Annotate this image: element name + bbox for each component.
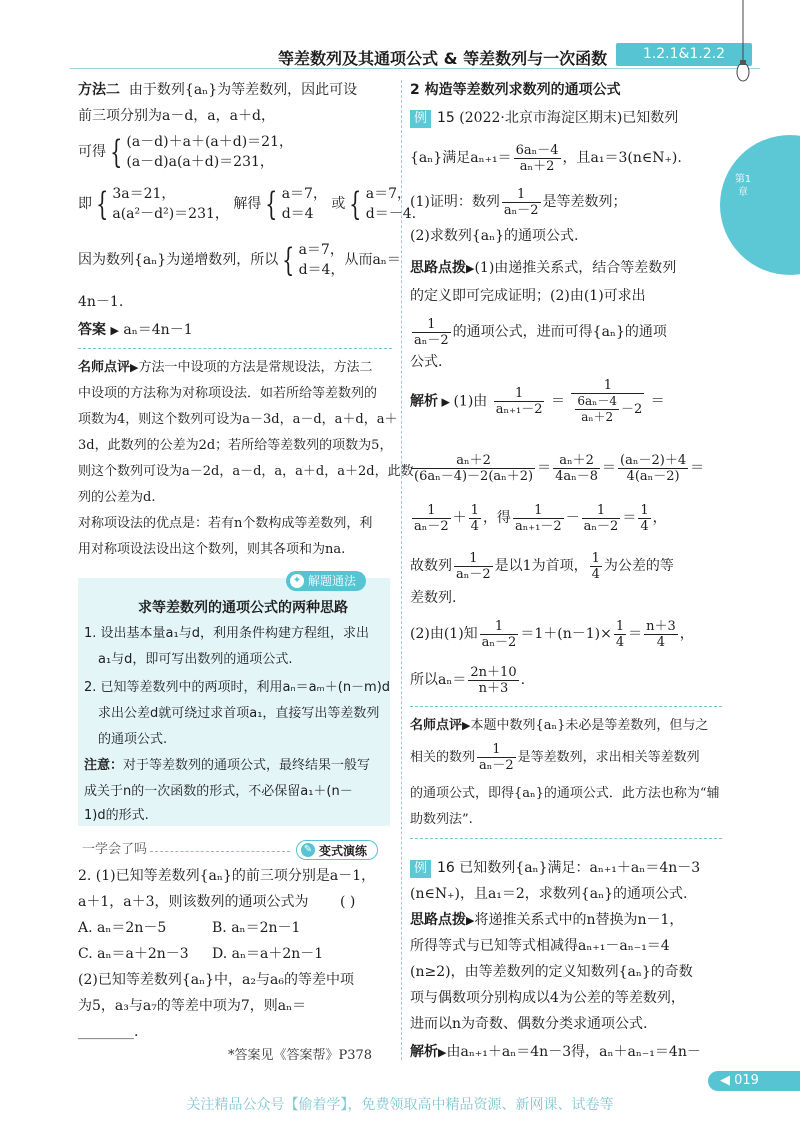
comment-line2: 中设项的方法称为对称项设法．如若所给等差数列的 bbox=[78, 386, 378, 401]
chapter-label: 第1章 bbox=[734, 174, 752, 198]
solution-line6: (2)由(1)知 $\frac{1}{\text{aₙ－2}}$ ＝1＋(n－1)× $\frac{1}{4}$ ＝ $\frac{n+3}{4}$ ， bbox=[410, 618, 694, 650]
method-badge: ✦ 解题通法 bbox=[286, 571, 366, 591]
example15-q1: (1)证明：数列 $\frac{1}{\text{aₙ－2}}$ 是等差数列； bbox=[410, 186, 627, 218]
comment2-line1: 名师点评▶本题中数列{aₙ}未必是等差数列，但与之 bbox=[410, 718, 709, 733]
method-title: 求等差数列的通项公式的两种思路 bbox=[138, 600, 348, 616]
hint2-line5: 进而以n为奇数、偶数分类求通项公式. bbox=[410, 1016, 648, 1032]
comment-line1: 名师点评▶方法一中设项的方法是常规设法，方法二 bbox=[78, 360, 373, 375]
question2-2-line1: (2)已知等差数列{aₙ}中，a₂与a₆的等差中项 bbox=[78, 972, 354, 988]
header-title: 等差数列及其通项公式 & 等差数列与一次函数 bbox=[278, 49, 608, 68]
example16-line1: 例 16 已知数列{aₙ}满足：aₙ₊₁＋aₙ＝4n－3 bbox=[410, 858, 700, 878]
method-note-line3: 1)d的形式. bbox=[84, 808, 149, 823]
answer-blank: ________. bbox=[78, 1024, 139, 1040]
hint-line1: 思路点拨▶(1)由递推关系式，结合等差数列 bbox=[410, 260, 677, 276]
solution-line5: 差数列. bbox=[410, 590, 457, 606]
footer-note: 关注精品公众号【偷着学】，免费领取高中精品资源、新网课、试卷等 bbox=[186, 1097, 614, 1113]
method-item-1-line2: a₁与d，即可写出数列的通项公式. bbox=[98, 652, 293, 667]
comment2-divider bbox=[410, 838, 722, 839]
solution-line7: 所以aₙ＝ $\frac{2n+10}{n+3}$ . bbox=[410, 664, 526, 696]
option-c: C. aₙ＝a＋2n－3 bbox=[78, 946, 189, 962]
hint2-line1: 思路点拨▶将递推关系式中的n替换为n－1， bbox=[410, 912, 684, 928]
comment-line6: 列的公差为d. bbox=[78, 490, 156, 505]
hint-line2: 的定义即可完成证明；(2)由(1)可求出 bbox=[410, 288, 646, 304]
example15-line1: 例 15 (2022·北京市海淀区期末)已知数列 bbox=[410, 108, 678, 128]
practice-badge: ✎ 变式演练 bbox=[296, 840, 378, 860]
chapter-side-tab bbox=[720, 135, 800, 275]
learn-label: 一学会了吗 bbox=[82, 842, 148, 857]
example-tag: 例 bbox=[410, 110, 431, 128]
equation-system-3: 因为数列{aₙ}为递增数列，所以 { a＝7， d＝4， 从而aₙ＝ bbox=[78, 241, 401, 279]
comment-line3: 项数为4，则这个数列可设为a－3d，a－d，a＋d，a＋ bbox=[78, 412, 398, 427]
question2-line2: a＋1，a＋3，则该数列的通项公式为 bbox=[78, 894, 309, 910]
equation-system-2: 即 { 3a＝21， a(a²－d²)＝231， 解得 { a＝7， d＝4 或 { a＝7， d＝－4. bbox=[78, 185, 417, 223]
method-note-line1: 注意：对于等差数列的通项公式，最终结果一般写 bbox=[84, 758, 371, 773]
page-header bbox=[0, 0, 800, 68]
equation-system-1: 可得 { (a－d)＋a＋(a＋d)＝21， (a－d)a(a＋d)＝231， bbox=[78, 133, 293, 171]
method2-line2: 前三项分别为a－d，a，a＋d， bbox=[78, 108, 275, 124]
method-note-line2: 成关于n的一次函数的形式，不必保留a₁＋(n－ bbox=[84, 784, 353, 799]
comment2-line2: 相关的数列 $\frac{1}{\text{aₙ－2}}$ 是等差数列，求出相关等差数列 bbox=[410, 742, 700, 773]
comment-line5: 则这个数列可设为a－2d，a－d，a，a＋d，a＋2d，此数 bbox=[78, 464, 414, 479]
equation-result: 4n－1. bbox=[78, 294, 124, 310]
comment-line7: 对称项设法的优点是：若有n个数构成等差数列，利 bbox=[78, 516, 373, 531]
example15-line2: {aₙ}满足aₙ₊₁＝ $\frac{\text{6aₙ－4}}{\text{aₙ＋2}}$ ，且a₁＝3(n∈N₊). bbox=[410, 142, 682, 174]
column-divider bbox=[401, 80, 402, 1060]
example-tag: 例 bbox=[410, 860, 431, 878]
comment2-line3: 的通项公式，即得{aₙ}的通项公式．此方法也称为“辅 bbox=[410, 786, 720, 801]
solution-line3: $\frac{1}{\text{aₙ－2}}$ ＋ $\frac{1}{4}$ ，得 $\frac{1}{\text{aₙ₊₁－2}}$ － $\frac{1}{\text{aₙ－2}}$ ＝ $\frac{1}{4}$ ， bbox=[414, 502, 667, 534]
answer-line: 答案 ▶ aₙ＝4n－1 bbox=[78, 322, 193, 338]
solution-line4: 故数列 $\frac{1}{\text{aₙ－2}}$ 是以1为首项， $\frac{1}{4}$ 为公差的等 bbox=[410, 550, 674, 582]
solution-line2: $\frac{\text{aₙ＋2}}{\text{(6aₙ－4)－2(aₙ＋2)}}$ ＝ $\frac{\text{aₙ＋2}}{\text{4aₙ－8}}$ ＝ $\frac{\text{(aₙ－2)＋4}}{\text{4(aₙ－2)}}$ ＝ bbox=[414, 452, 705, 484]
header-rule bbox=[70, 68, 760, 69]
hint2-line3: (n≥2)，由等差数列的定义知数列{aₙ}的奇数 bbox=[410, 964, 693, 980]
option-a: A. aₙ＝2n－5 bbox=[78, 920, 167, 936]
section-tab: 1.2.1&1.2.2 bbox=[616, 43, 752, 66]
pencil-icon: ✎ bbox=[301, 843, 315, 857]
lightbulb-icon bbox=[735, 0, 751, 90]
answer-divider bbox=[78, 348, 392, 349]
question2-2-line2: 为5，a₃与a₇的等差中项为7，则aₙ＝ bbox=[78, 998, 307, 1014]
section-title: 2 构造等差数列求数列的通项公式 bbox=[410, 82, 621, 98]
method-item-1-line1: 1. 设出基本量a₁与d，利用条件构建方程组，求出 bbox=[84, 626, 369, 641]
hint-line3: $\frac{1}{\text{aₙ－2}}$ 的通项公式，进而可得{aₙ}的通项 bbox=[414, 316, 667, 348]
solution-divider bbox=[410, 706, 722, 707]
lightbulb-badge-icon: ✦ bbox=[290, 574, 304, 588]
option-d: D. aₙ＝a＋2n－1 bbox=[212, 946, 324, 962]
answer-paren: ( ) bbox=[340, 894, 356, 910]
option-b: B. aₙ＝2n－1 bbox=[212, 920, 301, 936]
solution-line1: 解析 ▶ (1)由 $\frac{1}{\text{aₙ₊₁－2}}$ ＝ 1 $\frac{\text{6aₙ－4}}{\text{aₙ＋2}}$ －2 ＝ bbox=[410, 378, 665, 424]
method-item-2-line2: 求出公差d就可绕过求首项a₁，直接写出等差数列 bbox=[98, 706, 380, 721]
question2-line1: 2. (1)已知等差数列{aₙ}的前三项分别是a－1， bbox=[78, 868, 376, 884]
learn-divider bbox=[150, 851, 290, 852]
solution2-line1: 解析▶由aₙ₊₁＋aₙ＝4n－3得，aₙ＋aₙ₋₁＝4n－ bbox=[410, 1044, 701, 1060]
hint2-line2: 所得等式与已知等式相减得aₙ₊₁－aₙ₋₁＝4 bbox=[410, 938, 670, 954]
method2-line1: 方法二 由于数列{aₙ}为等差数列，因此可设 bbox=[78, 82, 358, 98]
example15-q2: (2)求数列{aₙ}的通项公式. bbox=[410, 228, 579, 244]
method-item-2-line1: 2. 已知等差数列中的两项时，利用aₙ＝aₘ＋(n－m)d bbox=[84, 680, 391, 695]
hint2-line4: 项与偶数项分别构成以4为公差的等差数列， bbox=[410, 990, 685, 1006]
answer-reference: *答案见《答案帮》P378 bbox=[228, 1048, 373, 1063]
method-item-2-line3: 的通项公式. bbox=[98, 732, 168, 747]
comment-line8: 用对称项设法设出这个数列，则其各项和为na. bbox=[78, 542, 346, 557]
comment2-line4: 助数列法”. bbox=[410, 812, 473, 827]
comment-line4: 3d，此数列的公差为2d；若所给等差数列的项数为5， bbox=[78, 438, 393, 453]
hint-line4: 公式. bbox=[410, 354, 443, 370]
example16-line2: (n∈N₊)，且a₁＝2，求数列{aₙ}的通项公式. bbox=[410, 886, 688, 902]
page-number: ◀ 019 bbox=[708, 1071, 800, 1091]
